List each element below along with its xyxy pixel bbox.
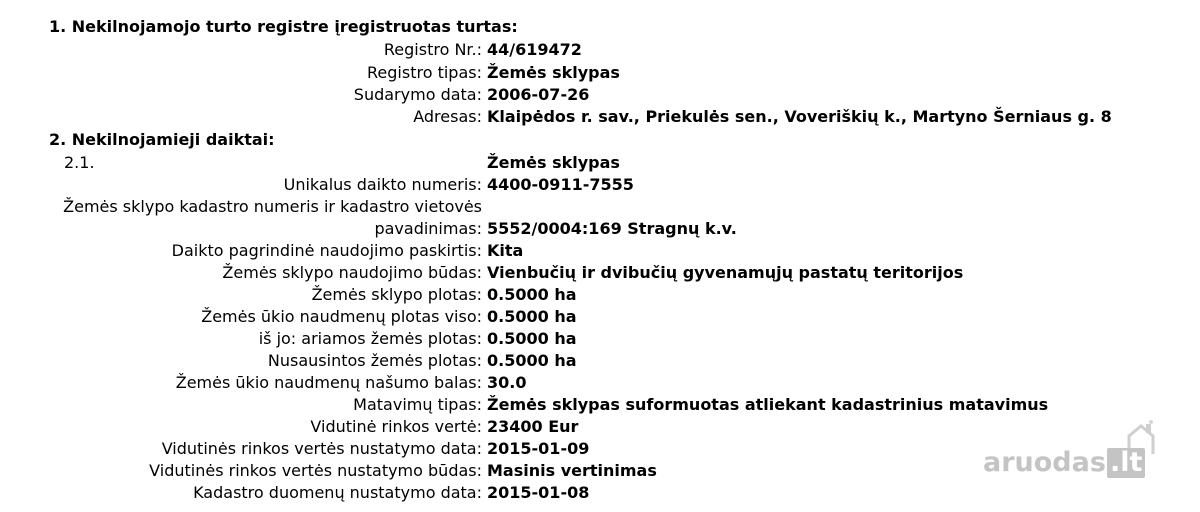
arable-area-row [0,328,1200,350]
field-value: 2006-07-26 [487,85,590,104]
field-value: 0.5000 ha [487,285,577,304]
address-row [0,106,1200,128]
field-label: Registro tipas: [367,63,482,82]
field-value: 5552/0004:169 Stragnų k.v. [487,219,737,238]
field-label: Matavimų tipas: [353,395,482,414]
field-value: 23400 Eur [487,417,579,436]
field-label: pavadinimas: [374,219,482,238]
field-label: Kadastro duomenų nustatymo data: [193,483,482,502]
measurement-type-row [0,394,1200,416]
field-label: Vidutinė rinkos vertė: [310,417,482,436]
usage-method-row [0,262,1200,284]
section-1-heading: 1. Nekilnojamojo turto registre įregistruotas turtas: [49,17,518,36]
cadastre-row [0,218,1200,240]
field-label: Žemės sklypo naudojimo būdas: [222,263,482,282]
field-value: 0.5000 ha [487,351,577,370]
field-value: Klaipėdos r. sav., Priekulės sen., Voveriškių k., Martyno Šerniaus g. 8 [487,107,1112,126]
registry-type-row [0,62,1200,84]
field-label: Nusausintos žemės plotas: [267,351,482,370]
field-label: Unikalus daikto numeris: [283,175,482,194]
field-label: Registro Nr.: [383,40,482,59]
item-number: 2.1. [64,153,95,172]
field-value: Kita [487,241,524,260]
agricultural-area-row [0,306,1200,328]
productivity-score-row [0,372,1200,394]
creation-date-row [0,84,1200,106]
field-label: Žemės sklypo kadastro numeris ir kadastro vietovės [63,197,482,216]
item-title: Žemės sklypas [487,153,620,172]
field-value: 0.5000 ha [487,329,577,348]
section-2-heading: 2. Nekilnojamieji daiktai: [49,130,275,149]
field-value: Žemės sklypas [487,63,620,82]
plot-area-row [0,284,1200,306]
cadastre-data-date-row [0,482,1200,504]
field-label: Žemės ūkio naudmenų plotas viso: [201,307,482,326]
field-value: Masinis vertinimas [487,461,657,480]
field-label: Vidutinės rinkos vertės nustatymo data: [161,439,482,458]
field-value: Žemės sklypas suformuotas atliekant kadastrinius matavimus [487,395,1049,414]
field-label: Sudarymo data: [353,85,482,104]
field-value: 44/619472 [487,40,582,59]
field-label: Žemės ūkio naudmenų našumo balas: [175,373,482,392]
field-value: 2015-01-08 [487,483,590,502]
field-label: iš jo: ariamos žemės plotas: [258,329,482,348]
field-label: Daikto pagrindinė naudojimo paskirtis: [171,241,482,260]
unique-number-row [0,174,1200,196]
item-title-row [0,152,1200,174]
field-value: 0.5000 ha [487,307,577,326]
main-purpose-row [0,240,1200,262]
watermark-brand: aruodas [983,447,1106,478]
field-value: 30.0 [487,373,527,392]
field-value: 2015-01-09 [487,439,590,458]
field-value: 4400-0911-7555 [487,175,634,194]
field-label: Adresas: [413,107,482,126]
field-label: Žemės sklypo plotas: [311,285,482,304]
watermark-logo-text [983,448,1145,478]
field-value: Vienbučių ir dvibučių gyvenamųjų pastatų teritorijos [487,263,964,282]
registry-number-row [0,39,1200,61]
field-label: Vidutinės rinkos vertės nustatymo būdas: [149,461,482,480]
drained-area-row [0,350,1200,372]
cadastre-label-line1-row [0,196,1200,218]
aruodas-watermark [983,418,1163,478]
watermark-suffix: .lt [1107,448,1145,478]
